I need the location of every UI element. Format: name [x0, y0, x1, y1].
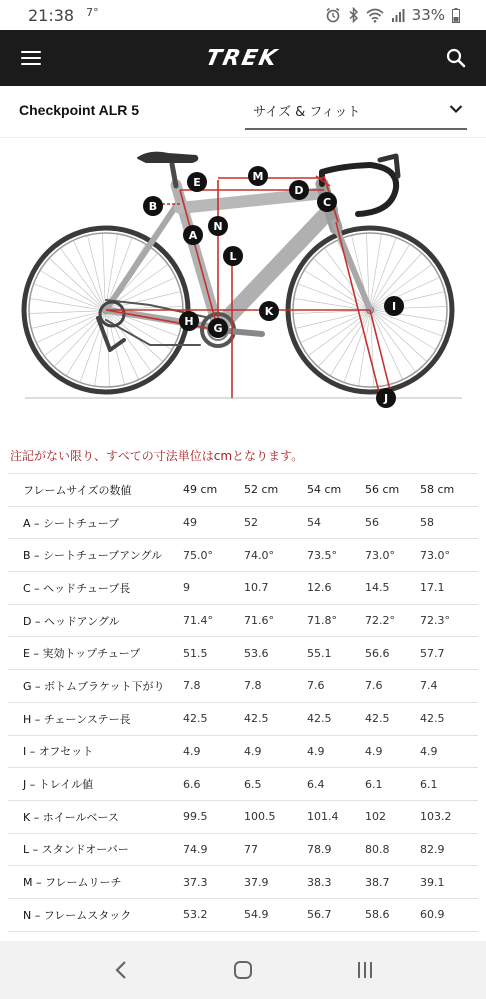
- table-cell: 72.2°: [365, 604, 420, 637]
- signal-icon: [391, 8, 405, 22]
- size-column-header: 54 cm: [307, 474, 365, 507]
- section-dropdown-value: サイズ & フィット: [253, 105, 361, 120]
- table-cell: 42.5: [183, 702, 244, 735]
- home-button[interactable]: [223, 950, 263, 990]
- table-cell: 74.0°: [244, 539, 307, 572]
- table-cell: 77: [244, 833, 307, 866]
- geometry-table: [8, 473, 478, 932]
- marker-K: [259, 301, 279, 321]
- marker-N: [208, 216, 228, 236]
- svg-text:K: K: [264, 305, 274, 318]
- product-subheader: [0, 86, 486, 138]
- marker-D: [289, 180, 309, 200]
- row-label: J – トレイル値: [8, 768, 183, 801]
- table-cell: 54: [307, 506, 365, 539]
- table-cell: 39.1: [420, 866, 478, 899]
- status-bar: [0, 0, 486, 30]
- table-cell: 82.9: [420, 833, 478, 866]
- wheel-spoke: [309, 313, 367, 355]
- table-cell: 56.7: [307, 898, 365, 931]
- svg-text:A: A: [188, 229, 198, 242]
- table-row: [8, 735, 478, 768]
- table-cell: 75.0°: [183, 539, 244, 572]
- table-cell: 51.5: [183, 637, 244, 670]
- svg-text:L: L: [229, 250, 237, 263]
- section-dropdown[interactable]: [245, 94, 467, 130]
- table-cell: 4.9: [307, 735, 365, 768]
- wheel-spoke: [373, 278, 438, 308]
- marker-I: [384, 296, 404, 316]
- battery-percent: 33%: [411, 6, 445, 24]
- table-cell: 9: [183, 572, 244, 605]
- table-cell: 10.7: [244, 572, 307, 605]
- row-label: A – シートチューブ: [8, 506, 183, 539]
- wheel-spoke: [102, 234, 105, 306]
- table-cell: 57.7: [420, 637, 478, 670]
- battery-icon: [452, 8, 460, 23]
- table-cell: 7.8: [244, 670, 307, 703]
- row-label: D – ヘッドアングル: [8, 604, 183, 637]
- row-label: I – オフセット: [8, 735, 183, 768]
- table-cell: 37.3: [183, 866, 244, 899]
- table-row: [8, 637, 478, 670]
- table-cell: 78.9: [307, 833, 365, 866]
- table-row: [8, 866, 478, 899]
- status-right: [325, 6, 460, 24]
- bluetooth-icon: [348, 7, 359, 23]
- table-cell: 7.6: [307, 670, 365, 703]
- table-cell: 38.7: [365, 866, 420, 899]
- status-time: 21:38: [28, 5, 75, 25]
- row-label: H – チェーンステー長: [8, 702, 183, 735]
- wheel-spoke: [373, 313, 415, 371]
- table-cell: 73.0°: [365, 539, 420, 572]
- size-column-header: 56 cm: [365, 474, 420, 507]
- svg-text:J: J: [383, 392, 389, 405]
- table-cell: 38.3: [307, 866, 365, 899]
- table-row: [8, 604, 478, 637]
- table-row: [8, 539, 478, 572]
- wifi-icon: [366, 8, 384, 23]
- wheel-spoke: [37, 312, 102, 342]
- table-cell: 7.4: [420, 670, 478, 703]
- wheel-spoke: [372, 313, 402, 378]
- units-note: 注記がない限り、すべての寸法単位はcmとなります。: [10, 449, 304, 463]
- table-cell: 42.5: [307, 702, 365, 735]
- marker-C: [317, 192, 337, 212]
- marker-H: [179, 311, 199, 331]
- size-column-header: 49 cm: [183, 474, 244, 507]
- table-cell: 14.5: [365, 572, 420, 605]
- table-cell: 17.1: [420, 572, 478, 605]
- table-row: [8, 670, 478, 703]
- svg-text:M: M: [252, 170, 264, 183]
- row-label: K – ホイールベース: [8, 800, 183, 833]
- table-cell: 100.5: [244, 800, 307, 833]
- table-cell: 42.5: [244, 702, 307, 735]
- svg-text:I: I: [391, 300, 397, 313]
- table-cell: 42.5: [365, 702, 420, 735]
- table-cell: 74.9: [183, 833, 244, 866]
- table-cell: 52: [244, 506, 307, 539]
- wheel-spoke: [45, 313, 103, 355]
- table-cell: 53.6: [244, 637, 307, 670]
- wheel-spoke: [294, 311, 366, 314]
- table-cell: 7.8: [183, 670, 244, 703]
- wheel-spoke: [30, 311, 102, 314]
- table-cell: 71.4°: [183, 604, 244, 637]
- marker-A: [183, 225, 203, 245]
- table-cell: 54.9: [244, 898, 307, 931]
- row-label: M – フレームリーチ: [8, 866, 183, 899]
- svg-text:H: H: [184, 315, 194, 328]
- svg-text:N: N: [213, 220, 223, 233]
- recents-icon: [355, 960, 375, 980]
- wheel-spoke: [61, 249, 103, 307]
- size-column-header: 52 cm: [244, 474, 307, 507]
- svg-text:G: G: [213, 322, 223, 335]
- table-row: [8, 898, 478, 931]
- back-button[interactable]: [101, 950, 141, 990]
- table-cell: 72.3°: [420, 604, 478, 637]
- table-cell: 4.9: [183, 735, 244, 768]
- status-temperature: 7°: [86, 5, 99, 19]
- row-label: B – シートチューブアングル: [8, 539, 183, 572]
- table-cell: 58: [420, 506, 478, 539]
- table-cell: 6.1: [365, 768, 420, 801]
- table-row: [8, 506, 478, 539]
- top-nav: [0, 30, 486, 86]
- marker-L: [223, 246, 243, 266]
- svg-text:C: C: [322, 196, 332, 209]
- table-cell: 42.5: [420, 702, 478, 735]
- table-cell: 55.1: [307, 637, 365, 670]
- row-label: N – フレームスタック: [8, 898, 183, 931]
- table-cell: 6.4: [307, 768, 365, 801]
- marker-M: [248, 166, 268, 186]
- table-cell: 37.9: [244, 866, 307, 899]
- table-cell: 99.5: [183, 800, 244, 833]
- table-cell: 56.6: [365, 637, 420, 670]
- search-button[interactable]: [444, 46, 468, 70]
- table-cell: 7.6: [365, 670, 420, 703]
- table-cell: 6.5: [244, 768, 307, 801]
- system-nav-bar: [0, 941, 486, 999]
- svg-text:E: E: [193, 176, 201, 189]
- product-name: Checkpoint ALR 5: [19, 102, 140, 118]
- bike-geometry-diagram: [0, 138, 486, 408]
- table-row: [8, 833, 478, 866]
- row-label: E – 実効トップチューブ: [8, 637, 183, 670]
- table-cell: 73.0°: [420, 539, 478, 572]
- table-cell: 102: [365, 800, 420, 833]
- table-row: [8, 702, 478, 735]
- home-icon: [233, 960, 253, 980]
- brand-logo[interactable]: TREK: [203, 45, 282, 71]
- size-column-header: 58 cm: [420, 474, 478, 507]
- table-cell: 73.5°: [307, 539, 365, 572]
- table-row: [8, 572, 478, 605]
- alarm-icon: [325, 7, 341, 23]
- marker-J: [376, 388, 396, 408]
- table-cell: 71.8°: [307, 604, 365, 637]
- table-header-row: [8, 474, 478, 507]
- table-cell: 58.6: [365, 898, 420, 931]
- table-header-label: フレームサイズの数値: [8, 474, 183, 507]
- marker-E: [187, 172, 207, 192]
- table-cell: 80.8: [365, 833, 420, 866]
- table-cell: 6.6: [183, 768, 244, 801]
- row-label: C – ヘッドチューブ長: [8, 572, 183, 605]
- wheel-spoke: [370, 235, 381, 306]
- wheel-spoke: [374, 310, 445, 321]
- table-cell: 56: [365, 506, 420, 539]
- table-cell: 103.2: [420, 800, 478, 833]
- back-icon: [114, 960, 128, 980]
- table-row: [8, 800, 478, 833]
- bike-frame: [98, 153, 398, 350]
- table-cell: 12.6: [307, 572, 365, 605]
- table-cell: 4.9: [365, 735, 420, 768]
- table-cell: 6.1: [420, 768, 478, 801]
- recents-button[interactable]: [345, 950, 385, 990]
- svg-text:B: B: [148, 200, 158, 213]
- svg-text:D: D: [294, 184, 304, 197]
- table-cell: 53.2: [183, 898, 244, 931]
- table-cell: 60.9: [420, 898, 478, 931]
- table-cell: 4.9: [420, 735, 478, 768]
- hamburger-menu-icon[interactable]: [21, 51, 41, 65]
- row-label: G – ボトムブラケット下がり: [8, 670, 183, 703]
- search-icon: [446, 48, 466, 68]
- table-cell: 101.4: [307, 800, 365, 833]
- table-cell: 71.6°: [244, 604, 307, 637]
- table-row: [8, 768, 478, 801]
- marker-B: [143, 196, 163, 216]
- table-cell: 49: [183, 506, 244, 539]
- row-label: L – スタンドオーバー: [8, 833, 183, 866]
- table-cell: 4.9: [244, 735, 307, 768]
- wheel-spoke: [74, 241, 104, 306]
- marker-G: [208, 318, 228, 338]
- chevron-down-icon: [449, 104, 463, 114]
- wheel-spoke: [301, 312, 366, 342]
- status-left: [28, 6, 99, 25]
- wheel-spoke: [31, 299, 102, 310]
